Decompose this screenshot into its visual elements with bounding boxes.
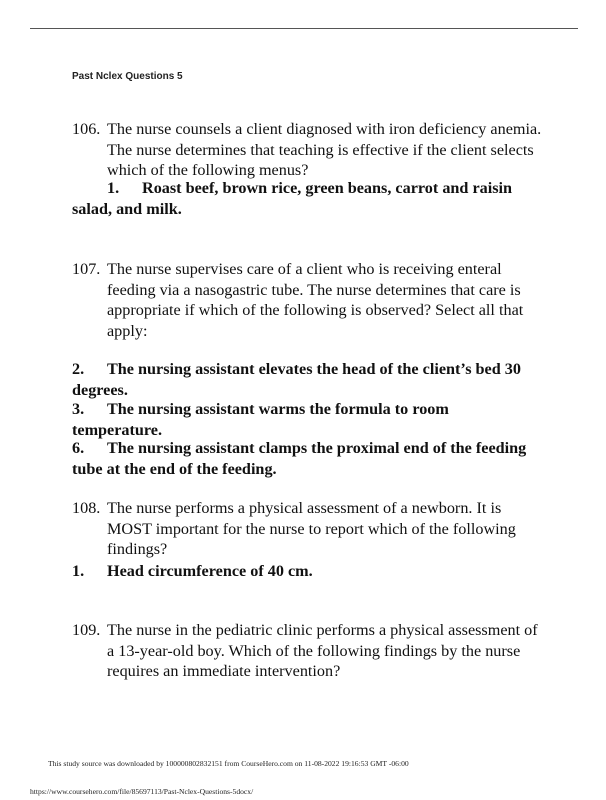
answer-text: The nursing assistant elevates the head of the client’s bed 30 degrees. xyxy=(72,360,521,399)
question-106 xyxy=(72,119,542,181)
question-109 xyxy=(72,620,542,682)
answer-107-item xyxy=(72,438,542,479)
source-url[interactable]: https://www.coursehero.com/file/85697113/Past-Nclex-Questions-5docx/ xyxy=(30,787,254,796)
top-rule xyxy=(30,28,578,29)
answer-text: The nursing assistant warms the formula to room temperature. xyxy=(72,400,449,439)
question-number: 106. xyxy=(72,120,101,138)
question-text: The nurse counsels a client diagnosed with iron deficiency anemia. The nurse determines that teaching is effective if the client selects which of the following menus? xyxy=(107,120,542,179)
question-107 xyxy=(72,259,542,341)
download-notice: This study source was downloaded by 100000802832151 from CourseHero.com on 11-08-2022 19:16:53 GMT -06:00 xyxy=(48,759,409,768)
page-title: Past Nclex Questions 5 xyxy=(72,71,183,82)
question-108 xyxy=(72,498,542,560)
answer-106 xyxy=(72,178,542,219)
answer-number: 1. xyxy=(107,179,120,197)
answer-number: 2. xyxy=(72,360,85,378)
question-number: 108. xyxy=(72,499,101,517)
answer-number: 6. xyxy=(72,439,85,457)
question-text: The nurse supervises care of a client who is receiving enteral feeding via a nasogastric tube. The nurse determines that care is appropriate if which of the following is observed? Select all that apply: xyxy=(107,260,524,340)
question-text: The nurse performs a physical assessment of a newborn. It is MOST important for the nurse to report which of the following findings? xyxy=(107,499,516,558)
answer-107-item xyxy=(72,359,542,400)
answer-number: 1. xyxy=(72,562,85,580)
question-number: 107. xyxy=(72,260,101,278)
answer-text: The nursing assistant clamps the proximal end of the feeding tube at the end of the feeding. xyxy=(72,439,527,478)
answer-text: Head circumference of 40 cm. xyxy=(107,562,313,580)
answer-number: 3. xyxy=(72,400,85,418)
answer-text: Roast beef, brown rice, green beans, carrot and raisin salad, and milk. xyxy=(72,179,513,218)
answer-107-item xyxy=(72,399,542,440)
answer-108 xyxy=(72,561,542,582)
question-text: The nurse in the pediatric clinic performs a physical assessment of a 13-year-old boy. Which of the following findings by the nurse requires an immediate intervention? xyxy=(107,621,538,680)
question-number: 109. xyxy=(72,621,101,639)
